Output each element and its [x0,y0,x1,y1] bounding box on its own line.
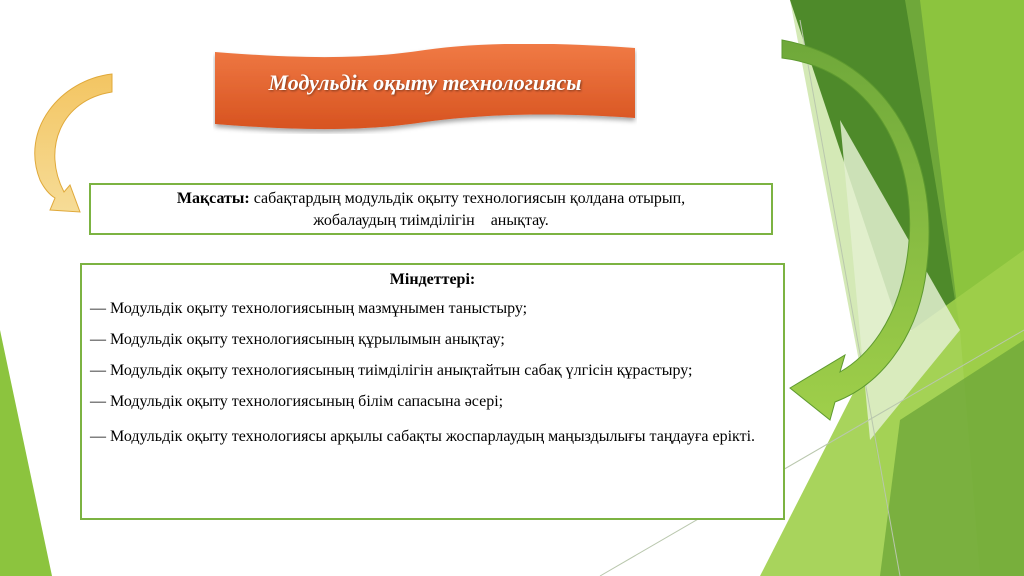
tasks-box [80,263,785,520]
task-item: — Модульдік оқыту технологиясының мазмұнымен таныстыру; [90,300,528,317]
goal-line-1 [91,188,771,210]
task-item: — Модульдік оқыту технологиясының білім сапасына әсері; [90,393,504,410]
task-item: — Модульдік оқыту технологиясы арқылы сабақты жоспарлаудың маңыздылығы таңдауға ерікті. [90,428,756,445]
slide-title: Модульдік оқыту технологиясы [268,70,582,95]
goal-label: Мақсаты: [176,190,250,207]
goal-line-2: жобалаудың тиімділігін анықтау. [313,212,549,229]
goal-box [89,183,773,235]
tasks-heading: Міндеттері: [389,271,476,288]
left-green-triangle [0,330,52,576]
task-item: — Модульдік оқыту технологиясының тиімділігін анықтайтын сабақ үлгісін құрастыру; [90,362,693,379]
goal-text-1: сабақтардың модульдік оқыту технологиясын қолдана отырып, [249,190,686,207]
task-item: — Модульдік оқыту технологиясының құрылымын анықтау; [90,331,505,348]
